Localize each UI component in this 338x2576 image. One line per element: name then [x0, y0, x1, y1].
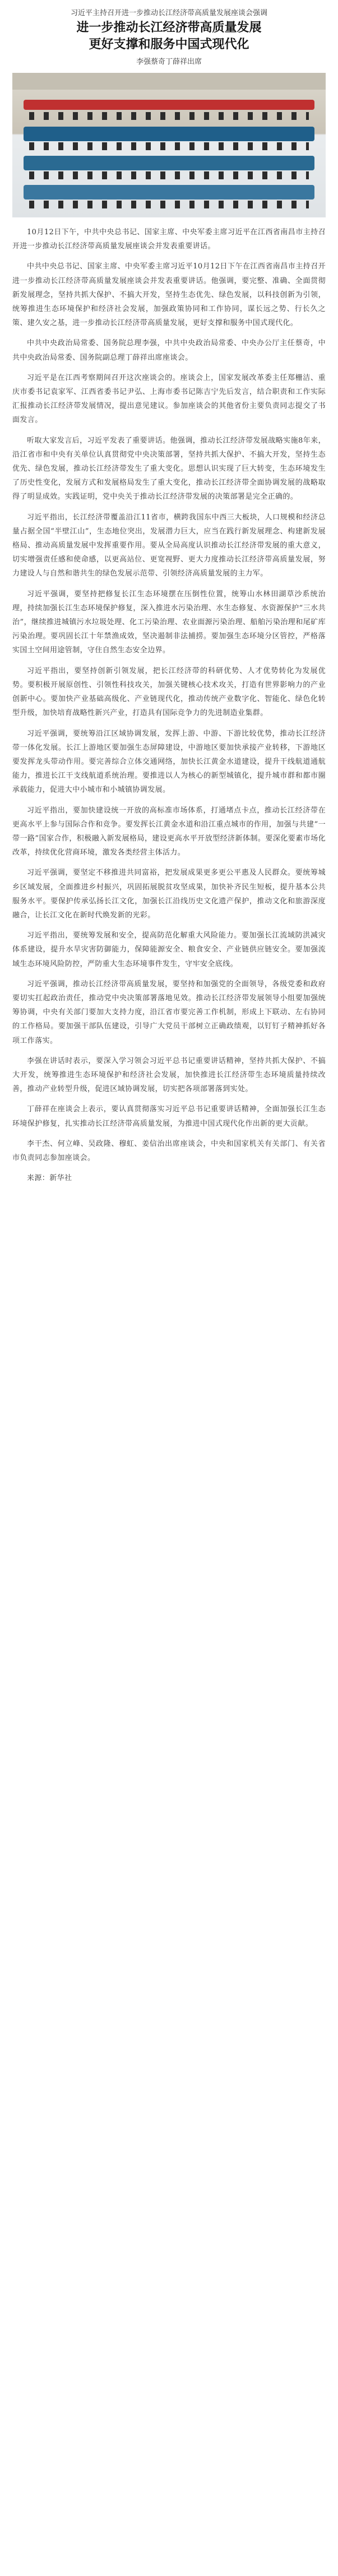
article-paragraph: 习近平指出，要统筹发展和安全，提高防范化解重大风险能力。要加强长江流域防洪减灾体系建设，提升水旱灾害防御能力，保障能源安全、粮食安全、产业链供应链安全。要加强流域生态环境风险防控，严防重大生态环境事件发生，守牢安全底线。 — [12, 931, 326, 968]
article-paragraph: 李强在讲话时表示，要深入学习领会习近平总书记重要讲话精神，坚持共抓大保护、不搞大开发，统筹推进生态环境保护和经济社会发展，加快推进长江经济带生态环境质量持续改善，推动产业转型升级，促进区域协调发展，切实把各项部署落到实处。 — [12, 1056, 326, 1094]
article-paragraph: 10月12日下午，中共中央总书记、国家主席、中央军委主席习近平在江西省南昌市主持召开进一步推动长江经济带高质量发展座谈会并发表重要讲话。 — [12, 228, 326, 251]
photo-seat-row — [24, 185, 314, 199]
photo-people-row — [29, 171, 309, 179]
photo-banner — [12, 73, 326, 90]
article-paragraph: 习近平强调，要坚定不移推进共同富裕，把发展成果更多更公平惠及人民群众。要统筹城乡区域发展，全面推进乡村振兴，巩固拓展脱贫攻坚成果，加快补齐民生短板，提升基本公共服务水平。要保护传承弘扬长江文化，加强长江沿线历史文化遗产保护，推动文化和旅游深度融合，让长江文化在新时代焕发新的光彩。 — [12, 869, 326, 920]
photo-front-table — [24, 100, 314, 110]
article-paragraph: 习近平强调，要统筹沿江区域协调发展，发挥上游、中游、下游比较优势，推动长江经济带一体化发展。长江上游地区要加强生态屏障建设，中游地区要加快承接产业转移，下游地区要发挥龙头带动作用。要完善综合立体交通网络，加快长江黄金水道建设，提升干线航道通航能力，推进长江干支线航道系统治理。要推进以人为核心的新型城镇化，提升城市群和都市圈承载能力，促进大中小城市和小城镇协调发展。 — [12, 729, 326, 795]
photo-seat-row — [24, 127, 314, 141]
article-paragraph: 习近平强调，要坚持把修复长江生态环境摆在压倒性位置，统筹山水林田湖草沙系统治理，持续加强长江生态环境保护修复，深入推进水污染治理、水生态修复、水资源保护“三水共治”，继续推进城镇污水垃圾处理、化工污染治理、农业面源污染治理、船舶污染治理和尾矿库污染治理。要巩固长江十年禁渔成效，坚决遏制非法捕捞。要加强生态环境分区管控，严格落实国土空间用途管制，守住自然生态安全边界。 — [12, 590, 326, 655]
article-paragraph: 中共中央政治局常委、国务院总理李强，中共中央政治局常委、中央办公厅主任蔡奇，中共中央政治局常委、国务院副总理丁薛祥出席座谈会。 — [12, 339, 326, 362]
article-body — [12, 225, 326, 1185]
article-paragraph: 李干杰、何立峰、吴政隆、穆虹、姜信治出席座谈会，中央和国家机关有关部门、有关省市负责同志参加座谈会。 — [12, 1139, 326, 1162]
article-paragraph: 习近平指出，长江经济带覆盖沿江11省市，横跨我国东中西三大板块，人口规模和经济总量占据全国“半壁江山”，生态地位突出，发展潜力巨大，应当在践行新发展理念、构建新发展格局、推动高质量发展中发挥重要作用。要从全局高度认识推动长江经济带发展的重大意义，切实增强责任感和使命感，以更高站位、更宽视野、更大力度推动长江经济带高质量发展，努力建设人与自然和谐共生的绿色发展示范带、引领经济高质量发展的主力军。 — [12, 513, 326, 578]
meeting-photo — [12, 73, 326, 217]
article-paragraph: 听取大家发言后，习近平发表了重要讲话。他强调，推动长江经济带发展战略实施8年来，沿江省市和中央有关单位认真贯彻党中央决策部署，坚持共抓大保护、不搞大开发，坚持生态优先、绿色发展，推动长江经济带发生了重大变化。思想认识实现了巨大转变，生态环境发生了历史性变化，发展方式和发展格局发生了重大变化，推动长江经济带全面协调发展的战略取得了明显成效。实践证明，党中央关于推动长江经济带发展的决策部署是完全正确的。 — [12, 436, 326, 502]
article-paragraph: 习近平指出，要坚持创新引领发展，把长江经济带的科研优势、人才优势转化为发展优势。要积极开展原创性、引领性科技攻关，加强关键核心技术攻关，打造有世界影响力的产业创新中心。要加快产业基础高级化、产业链现代化，推动传统产业数字化、智能化、绿色化转型升级，加快培育战略性新兴产业，打造具有国际竞争力的先进制造业集群。 — [12, 666, 326, 718]
photo-people-row — [29, 142, 309, 150]
article-title-line2: 更好支撑和服务中国式现代化 — [89, 37, 249, 52]
article-paragraph: 习近平是在江西考察期间召开这次座谈会的。座谈会上，国家发展改革委主任郑栅洁、重庆市委书记袁家军、江西省委书记尹弘、上海市委书记陈吉宁先后发言，结合职责和工作实际汇报推动长江经济带发展情况，提出意见建议。参加座谈会的其他省份主要负责同志提交了书面发言。 — [12, 373, 326, 425]
article-paragraph: 习近平指出，要加快建设统一开放的高标准市场体系，打通堵点卡点，推动长江经济带在更高水平上参与国际合作和竞争。要发挥长江黄金水道和沿江重点城市的作用，加强与共建“一带一路”国家合作，积极融入新发展格局，建设更高水平开放型经济新体制。要深化要素市场化改革，持续优化营商环境，激发各类经营主体活力。 — [12, 806, 326, 857]
article-title-line1: 进一步推动长江经济带高质量发展 — [76, 20, 262, 35]
article-byline: 李强蔡奇丁薛祥出席 — [136, 58, 202, 66]
article-paragraph: 丁薛祥在座谈会上表示，要认真贯彻落实习近平总书记重要讲话精神，全面加强长江生态环境保护修复，扎实推动长江经济带高质量发展，为推进中国式现代化作出新的更大贡献。 — [12, 1105, 326, 1128]
article-paragraph: 习近平强调，推动长江经济带高质量发展，要坚持和加强党的全面领导，各级党委和政府要切实扛起政治责任，推动党中央决策部署落地见效。推动长江经济带发展领导小组要加强统筹协调，中央有关部门要加大支持力度，沿江省市要完善工作机制，形成上下联动、左右协同的工作格局。要加强干部队伍建设，引导广大党员干部树立正确政绩观，以钉钉子精神抓好各项工作落实。 — [12, 980, 326, 1045]
article-kicker: 习近平主持召开进一步推动长江经济带高质量发展座谈会强调 — [70, 9, 267, 17]
photo-seat-row — [24, 156, 314, 170]
photo-people-row — [29, 112, 309, 120]
article-source: 来源：新华社 — [27, 1174, 72, 1183]
article-paragraph: 中共中央总书记、国家主席、中央军委主席习近平10月12日下午在江西省南昌市主持召开进一步推动长江经济带高质量发展座谈会并发表重要讲话。他强调，要完整、准确、全面贯彻新发展理念，坚持共抓大保护、不搞大开发，坚持生态优先、绿色发展，以科技创新为引领，统筹推进生态环境保护和经济社会发展，加强政策协同和工作协同，谋长远之势、行长久之策、建久安之基，进一步推动长江经济带高质量发展，更好支撑和服务中国式现代化。 — [12, 262, 326, 328]
photo-people-row — [29, 201, 309, 208]
